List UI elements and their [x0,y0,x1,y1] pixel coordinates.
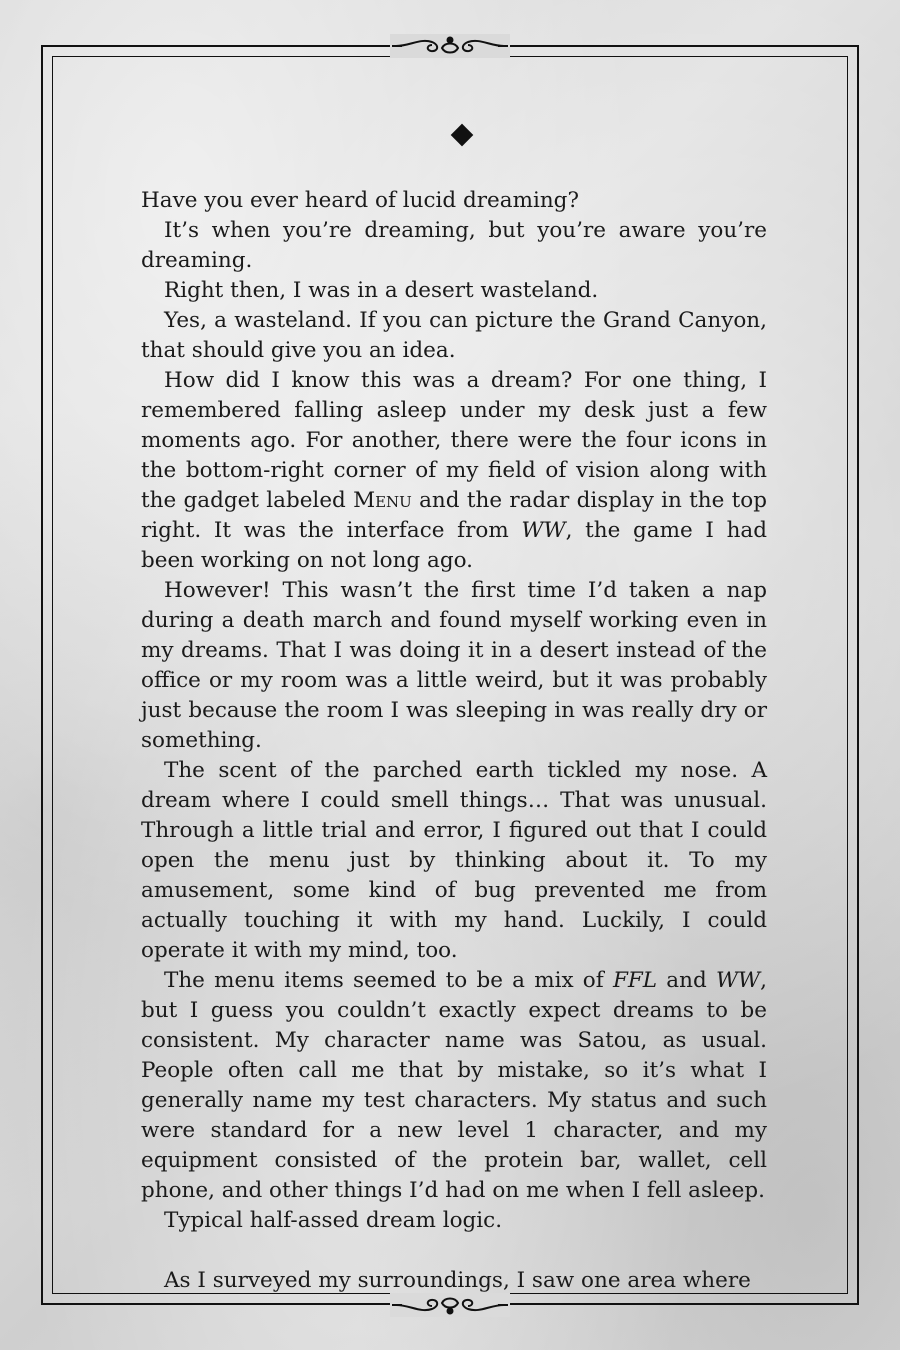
paragraph: Right then, I was in a desert wasteland. [164,278,599,303]
paragraph [141,366,767,576]
paragraph [141,966,767,1206]
paragraph: Have you ever heard of lucid dreaming? [141,188,579,213]
game-title-ww: WW [521,518,566,543]
paragraph: It’s when you’re dreaming, but you’re aware you’re dreaming. [141,218,767,273]
paragraph: Yes, a wasteland. If you can picture the Grand Canyon, that should give you an idea. [141,308,767,363]
game-title-ffl: FFL [612,968,658,993]
paragraph: However! This wasn’t the first time I’d taken a nap during a death march and found myself working even in my dreams. That I was doing it in a desert instead of the office or my room was a little weird, but it was probably just because the room I was sleeping in was really dry or something. [141,578,767,753]
page-body-text [141,186,767,1296]
menu-term: Menu [353,488,412,513]
paragraph: As I surveyed my surroundings, I saw one area where [164,1268,751,1293]
paragraph-text: How did I know this was a dream? For one thing, I remembered falling asleep under my desk just a few moments ago. For another, there were the four icons in the bottom-right corner of my field of vision along with the gadget labeled [141,368,767,513]
game-title-ww: WW [715,968,761,993]
paragraph-text: and [657,968,716,993]
scroll-flourish-icon [390,1293,510,1317]
paragraph-text: The menu items seemed to be a mix of [164,968,613,993]
paragraph-text: , but I guess you couldn’t exactly expect dreams to be consistent. My character name was Satou, as usual. People often call me that by mistake, so it’s what I generally name my test characters. My status and such were standard for a new level 1 character, and my equipment consisted of the protein bar, wallet, cell phone, and other things I’d had on me when I fell asleep. [141,968,767,1203]
paragraph: The scent of the parched earth tickled my nose. A dream where I could smell things… That was unusual. Through a little trial and error, I figured out that I could open the menu just by thinking about it. To my amusement, some kind of bug prevented me from actually touching it with my hand. Luckily, I could operate it with my mind, too. [141,758,767,963]
paragraph-text: , the game I had been working on not long ago. [141,518,767,573]
scroll-flourish-icon [390,34,510,58]
paragraph-text: and the radar display in the top right. It was the interface from [141,488,767,543]
paragraph: Typical half-assed dream logic. [164,1208,503,1233]
